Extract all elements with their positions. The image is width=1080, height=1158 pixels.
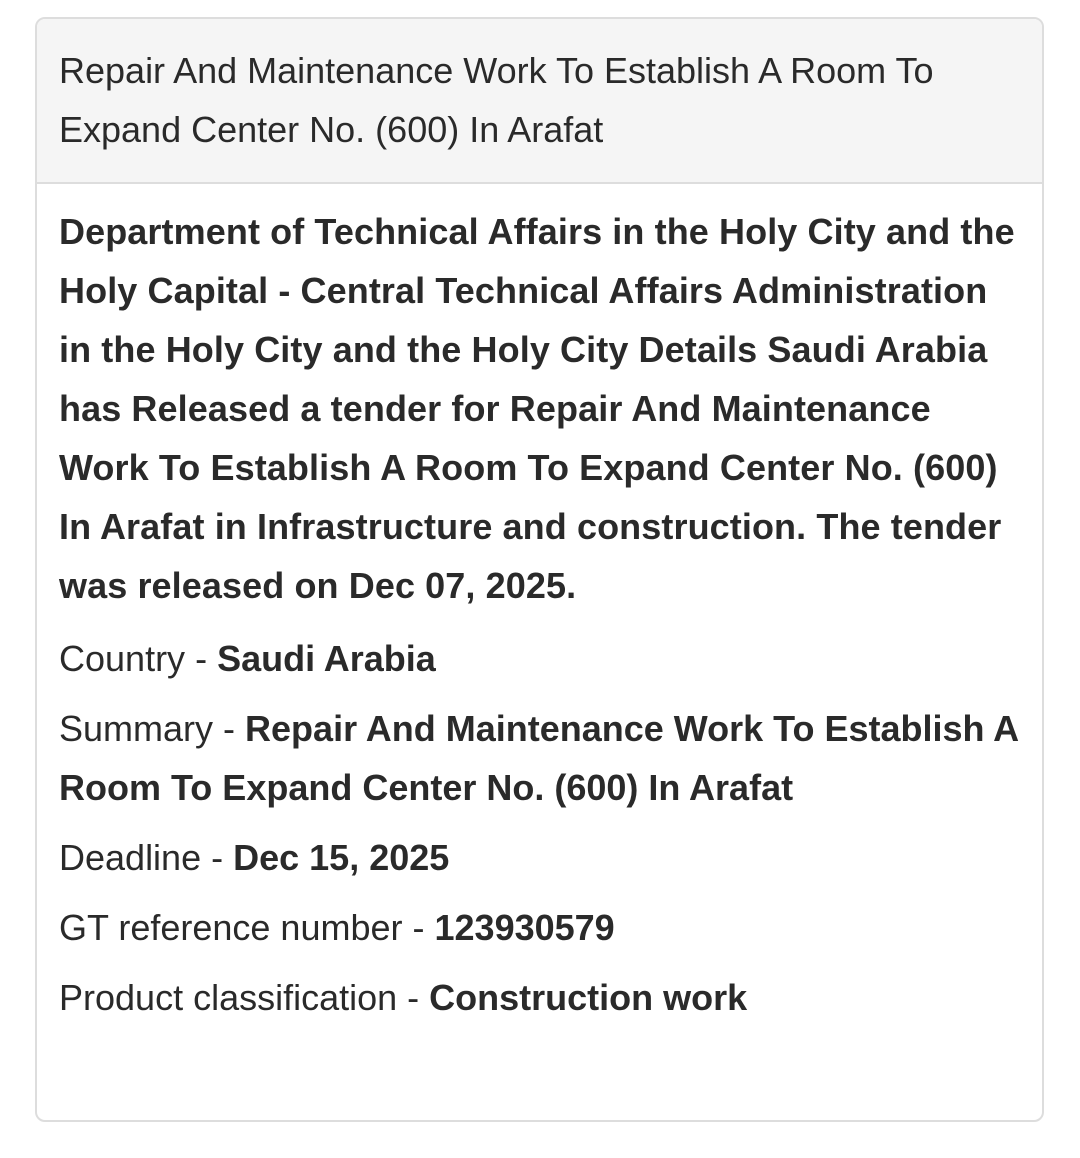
detail-value: Saudi Arabia: [217, 638, 436, 679]
detail-value: Dec 15, 2025: [233, 837, 450, 878]
detail-separator: -: [185, 638, 218, 679]
tender-title: Repair And Maintenance Work To Establish A Room To Expand Center No. (600) In Arafat: [37, 19, 1042, 184]
tender-body: [37, 184, 1042, 1027]
detail-value: Construction work: [429, 977, 748, 1018]
detail-reference-number: [59, 898, 1020, 957]
detail-separator: -: [402, 907, 435, 948]
detail-product-classification: [59, 968, 1020, 1027]
detail-label: Country: [59, 638, 186, 679]
tender-description: [59, 202, 1020, 615]
detail-separator: -: [201, 837, 234, 878]
detail-label: GT reference number: [59, 907, 403, 948]
detail-summary: [59, 699, 1020, 817]
detail-deadline: [59, 828, 1020, 887]
detail-value: Repair And Maintenance Work To Establish A Room To Expand Center No. (600) In Arafat: [59, 708, 1018, 808]
description-highlight: Repair And Maintenance Work To Establish A Room To Expand Center No. (600) In Arafat: [59, 388, 998, 547]
detail-separator: -: [213, 708, 246, 749]
detail-country: [59, 629, 1020, 688]
detail-label: Summary: [59, 708, 214, 749]
detail-label: Product classification: [59, 977, 398, 1018]
tender-card: [35, 17, 1044, 1122]
description-intro: Department of Technical Affairs in the Holy City and the Holy Capital - Central Technical Affairs Administration in the Holy City and the Holy City Details Saudi Arabia has Released a tender for: [59, 211, 1015, 429]
detail-separator: -: [397, 977, 430, 1018]
detail-value: 123930579: [434, 907, 615, 948]
detail-label: Deadline: [59, 837, 202, 878]
description-outro: in Infrastructure and construction. The tender was released on Dec 07, 2025.: [59, 506, 1002, 606]
